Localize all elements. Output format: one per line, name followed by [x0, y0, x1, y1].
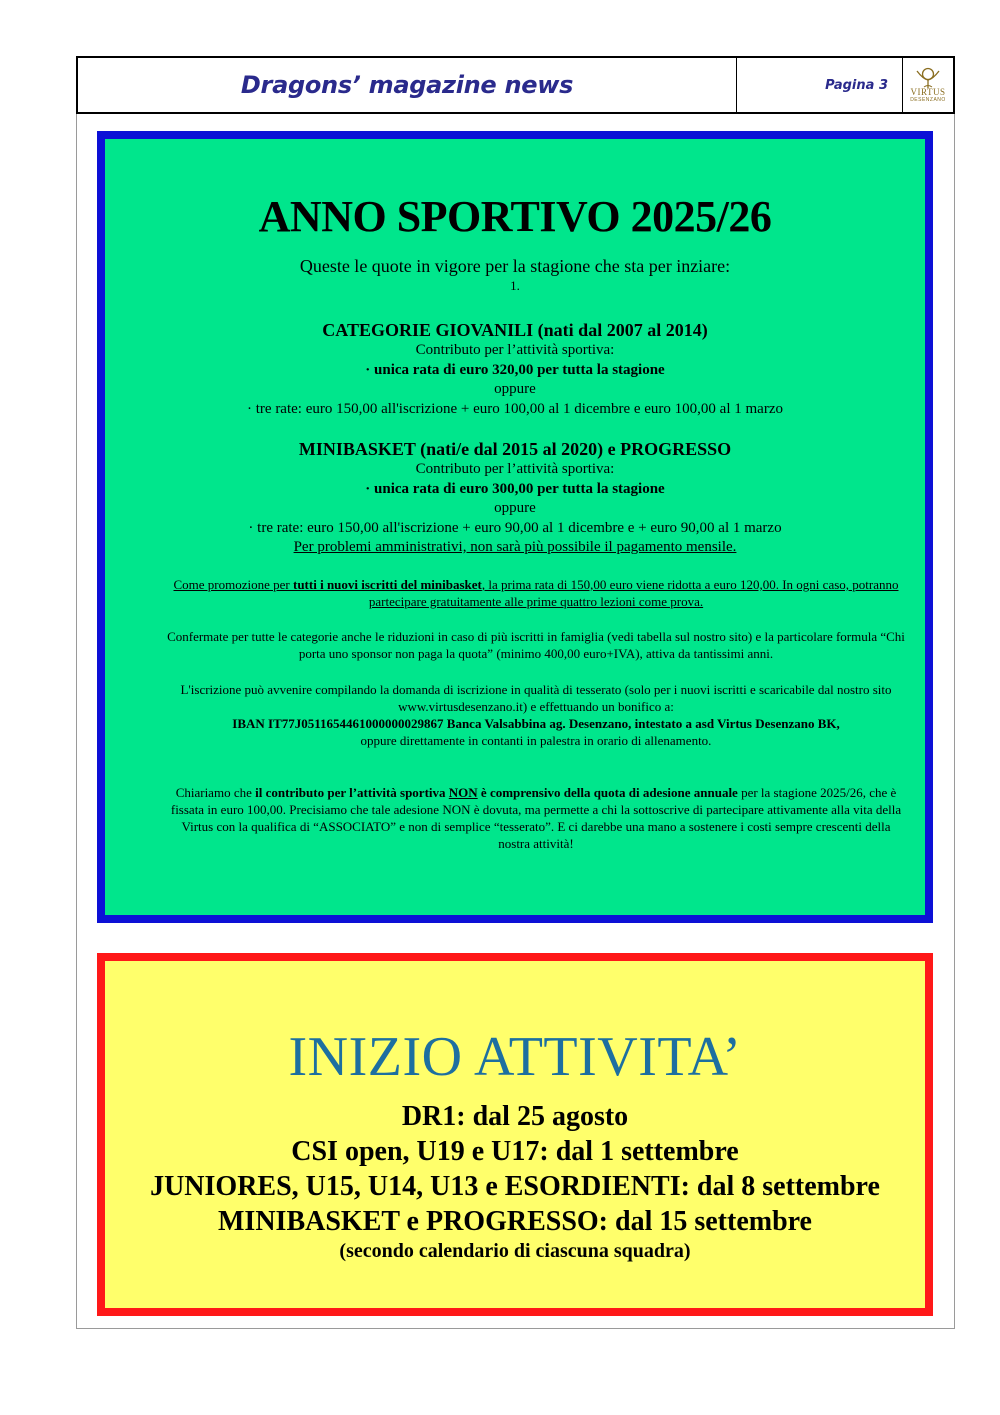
activity-start-box — [97, 953, 933, 1316]
giovanili-heading: CATEGORIE GIOVANILI (nati dal 2007 al 2014) — [322, 320, 708, 340]
adesione-bold-1: il contributo per l’attività sportiva — [255, 785, 449, 800]
schedule-line-dr1: DR1: dal 25 agosto — [401, 1101, 629, 1132]
adesione-non: NON — [448, 785, 478, 800]
adesione-paragraph — [165, 784, 907, 852]
giovanili-contributo: Contributo per l’attività sportiva: — [415, 342, 615, 358]
promo-text-start: Come promozione per — [173, 577, 293, 592]
page-number-cell — [737, 58, 903, 112]
page-header — [76, 56, 955, 114]
schedule-note: (secondo calendario di ciascuna squadra) — [339, 1240, 691, 1262]
schedule-line-minibasket: MINIBASKET e PROGRESSO: dal 15 settembre — [218, 1206, 812, 1237]
minibasket-section — [105, 438, 925, 558]
activity-schedule — [105, 1099, 925, 1263]
logo-subtext: DESENZANO — [910, 97, 946, 103]
promo-bold: tutti i nuovi iscritti del minibasket — [293, 577, 482, 592]
adesione-bold-2: è comprensivo della quota di adesione annuale — [477, 785, 738, 800]
schedule-line-csi: CSI open, U19 e U17: dal 1 settembre — [291, 1136, 739, 1167]
minibasket-rata-unica: · unica rata di euro 300,00 per tutta la stagione — [365, 480, 665, 497]
season-intro: Queste le quote in vigore per la stagione che sta per inziare: — [299, 256, 731, 276]
season-title: ANNO SPORTIVO 2025/26 — [258, 192, 772, 241]
adesione-text-end: per la stagione 2025/26, che è fissata in euro 100,00. Precisiamo che tale adesione NON è dovuta, ma permette a chi la sottoscrive di partecipare attivamente alla vita della Virtus con la qualifica di “ASSOCIATO” e non di semplice “tesserato”. E ci darebbe una mano a sostenere i costi sempre crescenti della nostra attività! — [170, 785, 902, 851]
giovanili-tre-rate: · tre rate: euro 150,00 all'iscrizione + euro 100,00 al 1 dicembre e euro 100,00 al 1 marzo — [247, 400, 783, 417]
list-number: 1. — [510, 278, 520, 293]
activity-title: INIZIO ATTIVITA’ — [288, 1026, 742, 1088]
logo-text: VIRTUS — [910, 87, 946, 97]
minibasket-contributo: Contributo per l’attività sportiva: — [415, 461, 615, 477]
minibasket-tre-rate: · tre rate: euro 150,00 all'iscrizione + euro 90,00 al 1 dicembre e + euro 90,00 al 1 marzo — [248, 519, 782, 536]
season-fees-box — [97, 131, 933, 923]
contanti-line: oppure direttamente in contanti in palestra in orario di allenamento. — [360, 733, 712, 748]
virtus-logo — [903, 58, 953, 112]
no-monthly-payment-note: Per problemi amministrativi, non sarà più possibile il pagamento mensile. — [293, 539, 737, 555]
minibasket-oppure: oppure — [494, 500, 536, 516]
page-number: Pagina 3 — [825, 77, 888, 93]
promo-paragraph — [165, 576, 907, 610]
magazine-title-cell — [78, 58, 737, 112]
iscrizione-text: L'iscrizione può avvenire compilando la domanda di iscrizione in qualità di tesserato (solo per i nuovi iscritti e scaricabile dal nostro sito www.virtusdesenzano.it) e effettuando un bonifico a: — [180, 682, 892, 714]
dragon-emblem-icon — [915, 67, 941, 89]
giovanili-rata-unica: · unica rata di euro 320,00 per tutta la stagione — [365, 361, 665, 378]
iscrizione-paragraph — [165, 681, 907, 749]
magazine-title: Dragons’ magazine news — [240, 71, 574, 99]
iban-line: IBAN IT77J0511654461000000029867 Banca Valsabbina ag. Desenzano, intestato a asd Virtus Desenzano BK, — [232, 716, 840, 731]
promo-text-end: , la prima rata di 150,00 euro viene ridotta a euro 120,00. In ogni caso, potranno partecipare gratuitamente alle prime quattro lezioni come prova. — [368, 577, 899, 609]
minibasket-heading: MINIBASKET (nati/e dal 2015 al 2020) e PROGRESSO — [298, 439, 732, 459]
schedule-line-juniores: JUNIORES, U15, U14, U13 e ESORDIENTI: dal 8 settembre — [150, 1171, 880, 1202]
riduzioni-paragraph: Confermate per tutte le categorie anche le riduzioni in caso di più iscritti in famiglia (vedi tabella sul nostro sito) e la particolare formula “Chi porta uno sponsor non paga la quota” (minimo 400,00 euro+IVA), attiva da tantissimi anni. — [167, 629, 905, 661]
adesione-text-start: Chiariamo che — [175, 785, 256, 800]
giovanili-oppure: oppure — [494, 381, 536, 397]
giovanili-section — [105, 319, 925, 419]
